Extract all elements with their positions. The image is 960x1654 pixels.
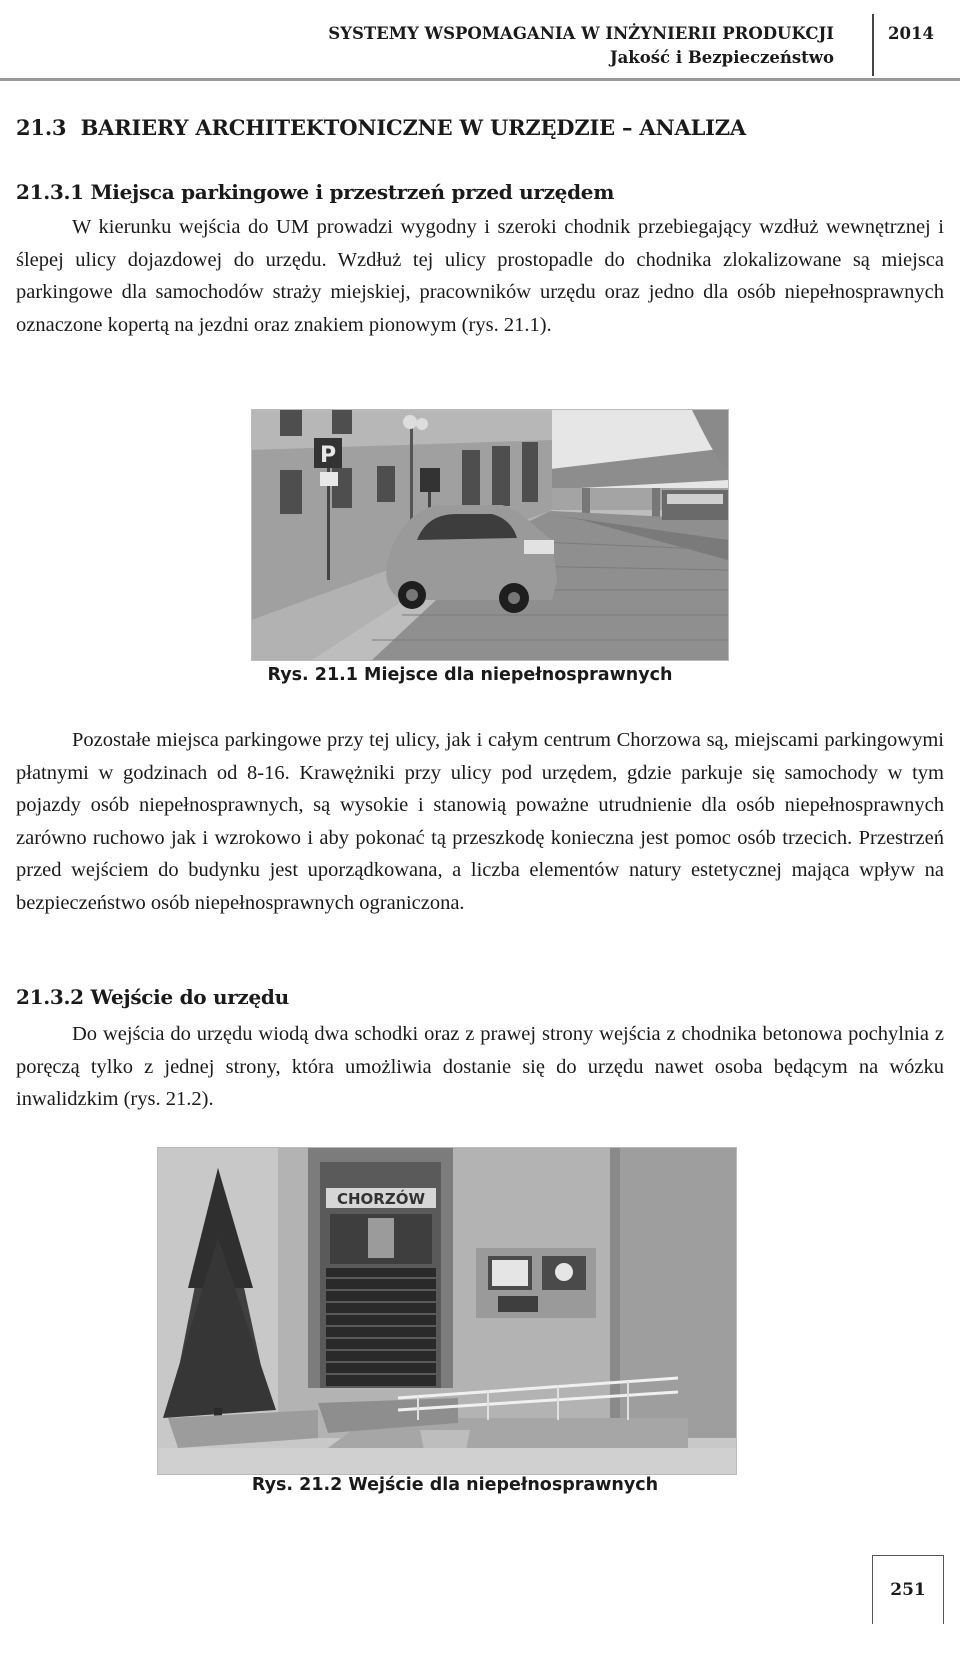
paragraph-parking	[16, 211, 944, 341]
header-journal-title: SYSTEMY WSPOMAGANIA W INŻYNIERII PRODUKCJI	[328, 24, 834, 43]
paragraph-parking-2	[16, 724, 944, 919]
parking-sign-letter: P	[319, 443, 337, 468]
header-divider	[872, 14, 874, 76]
header-subtitle: Jakość i Bezpieczeństwo	[609, 48, 834, 67]
running-header-title	[234, 22, 834, 70]
page-number-box	[872, 1555, 944, 1624]
subsection-heading-entrance: 21.3.2 Wejście do urzędu	[16, 985, 289, 1009]
paragraph-parking-2-text: Pozostałe miejsca parkingowe przy tej ulicy, jak i całym centrum Chorzowa są, miejscami parkingowymi płatnymi w godzinach od 8-16. Krawężniki przy ulicy pod urzędem, gdzie parkuje się samochody w tym pojazdy osób niepełnosprawnych, są wysokie i stanowią poważne utrudnienie dla osób niepełnosprawnych zarówno ruchowo jak i wzrokowo i aby pokonać tą przeszkodę konieczna jest pomoc osób trzecich. Przestrzeń przed wejściem do budynku jest uporządkowana, a liczba elementów natury estetycznej mająca wpływ na bezpieczeństwo osób niepełnosprawnych ograniczona.	[16, 729, 944, 914]
header-year: 2014	[888, 24, 934, 43]
header-rule	[0, 78, 960, 81]
paragraph-parking-text: W kierunku wejścia do UM prowadzi wygodny i szeroki chodnik przebiegający wzdłuż wewnętrznej i ślepej ulicy dojazdowej do urzędu. Wzdłuż tej ulicy prostopadle do chodnika zlokalizowane są miejsca parkingowe dla samochodów straży miejskiej, pracowników urzędu oraz jedno dla osób niepełnosprawnych oznaczone kopertą na jezdni oraz znakiem pionowym (rys. 21.1).	[16, 216, 944, 336]
figure-caption-1: Rys. 21.1 Miejsce dla niepełnosprawnych	[267, 665, 673, 685]
figure-parking-photo	[251, 409, 729, 661]
paragraph-entrance	[16, 1018, 944, 1116]
subsection-heading-parking: 21.3.1 Miejsca parkingowe i przestrzeń przed urzędem	[16, 180, 615, 204]
building-sign-text: CHORZÓW	[336, 1190, 426, 1208]
page-number: 251	[890, 1580, 926, 1600]
figure-entrance-photo	[157, 1147, 737, 1475]
paragraph-entrance-text: Do wejścia do urzędu wiodą dwa schodki oraz z prawej strony wejścia z chodnika betonowa pochylnia z poręczą tylko z jednej strony, która umożliwia dostanie się do urzędu nawet osoba będącym na wózku inwalidzkim (rys. 21.2).	[16, 1023, 944, 1110]
section-heading: 21.3 BARIERY ARCHITEKTONICZNE W URZĘDZIE – ANALIZA	[16, 115, 746, 140]
figure-caption-2: Rys. 21.2 Wejście dla niepełnosprawnych	[251, 1475, 659, 1495]
